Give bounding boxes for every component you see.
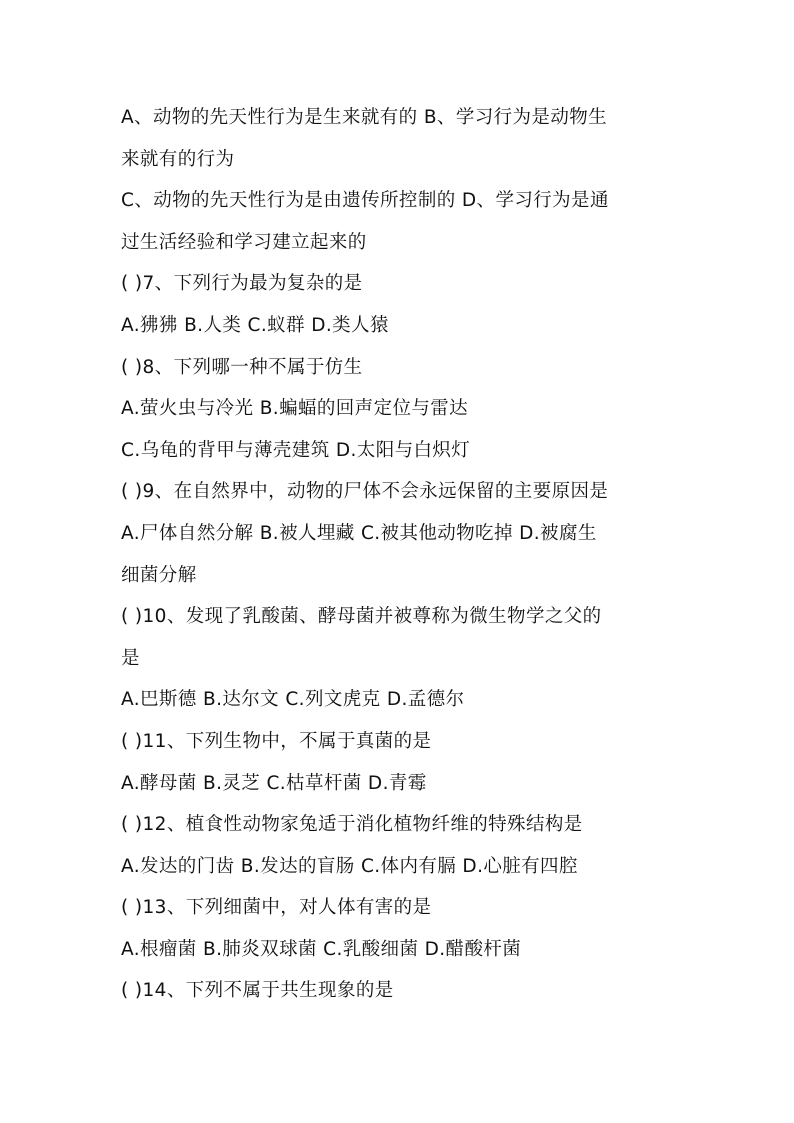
question-8: ( )8、下列哪一种不属于仿生 xyxy=(121,356,363,378)
question-8-options: C.乌龟的背甲与薄壳建筑 D.太阳与白炽灯 xyxy=(121,439,471,461)
question-10: 是 xyxy=(121,647,140,669)
question-12: ( )12、植食性动物家兔适于消化植物纤维的特殊结构是 xyxy=(121,814,583,836)
text-line: 过生活经验和学习建立起来的 xyxy=(121,231,367,253)
question-9-options: A.尸体自然分解 B.被人埋藏 C.被其他动物吃掉 D.被腐生 xyxy=(121,522,597,544)
question-11: ( )11、下列生物中，不属于真菌的是 xyxy=(121,730,432,752)
text-line: C、动物的先天性行为是由遗传所控制的 D、学习行为是通 xyxy=(121,190,609,212)
text-line: A、动物的先天性行为是生来就有的 B、学习行为是动物生 xyxy=(121,107,608,128)
text-line: 来就有的行为 xyxy=(121,148,235,170)
question-13: ( )13、下列细菌中，对人体有害的是 xyxy=(121,897,432,919)
question-9: ( )9、在自然界中，动物的尸体不会永远保留的主要原因是 xyxy=(121,481,609,503)
question-8-options: A.萤火虫与冷光 B.蝙蝠的回声定位与雷达 xyxy=(121,398,469,420)
question-7-options: A.狒狒 B.人类 C.蚁群 D.类人猿 xyxy=(121,314,389,336)
question-11-options: A.酵母菌 B.灵芝 C.枯草杆菌 D.青霉 xyxy=(121,772,427,794)
question-12-options: A.发达的门齿 B.发达的盲肠 C.体内有膈 D.心脏有四腔 xyxy=(121,855,578,877)
question-9-options: 细菌分解 xyxy=(121,564,197,586)
question-14: ( )14、下列不属于共生现象的是 xyxy=(121,980,394,1002)
question-text-block xyxy=(121,97,681,1012)
question-10: ( )10、发现了乳酸菌、酵母菌并被尊称为微生物学之父的 xyxy=(121,606,602,628)
question-13-options: A.根瘤菌 B.肺炎双球菌 C.乳酸细菌 D.醋酸杆菌 xyxy=(121,938,522,960)
question-7: ( )7、下列行为最为复杂的是 xyxy=(121,273,363,295)
question-10-options: A.巴斯德 B.达尔文 C.列文虎克 D.孟德尔 xyxy=(121,689,465,711)
